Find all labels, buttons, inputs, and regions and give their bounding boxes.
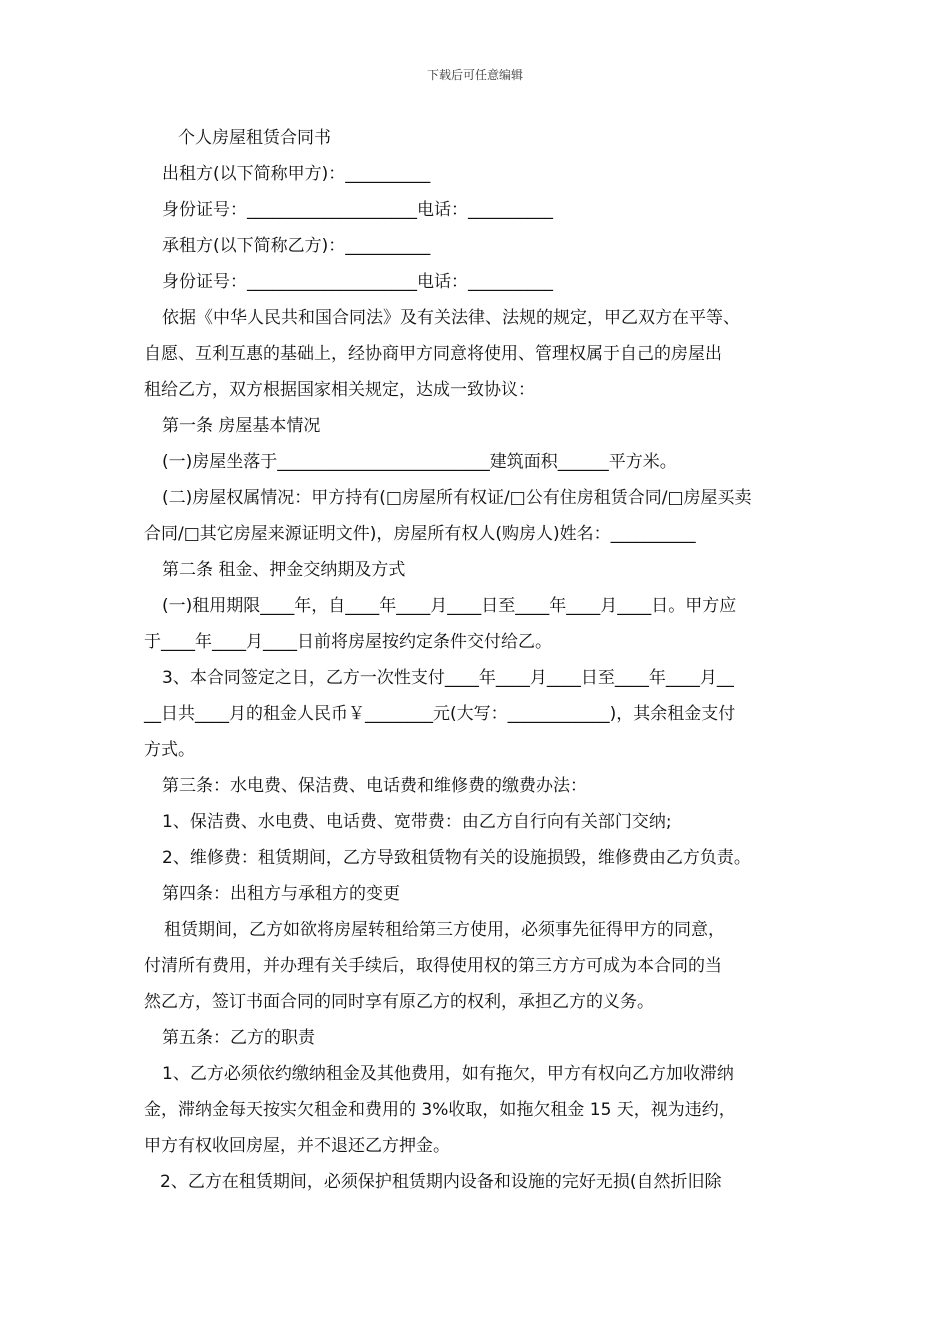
article-2-heading: 第二条 租金、押金交纳期及方式 bbox=[162, 560, 406, 580]
article-3-item-1: 1、保洁费、水电费、电话费、宽带费：由乙方自行向有关部门交纳; bbox=[162, 812, 672, 832]
article-1-item-2: (二)房屋权属情况：甲方持有(□房屋所有权证/□公有住房租赁合同/□房屋买卖 bbox=[162, 488, 752, 508]
article-4-para-line-3: 然乙方，签订书面合同的同时享有原乙方的权利，承担乙方的义务。 bbox=[144, 992, 654, 1012]
article-2-item-1: (一)租用期限____年，自____年____月____日至____年____月____日。甲方应 bbox=[162, 596, 737, 616]
lessee-name-line: 承租方(以下简称乙方)：__________ bbox=[162, 236, 431, 256]
preamble-line-2: 自愿、互利互惠的基础上，经协商甲方同意将使用、管理权属于自己的房屋出 bbox=[144, 344, 722, 364]
article-2-item-3-cont: __日共____月的租金人民币￥________元(大写：____________)，其余租金支付 bbox=[144, 704, 736, 724]
article-5-item-2: 2、乙方在租赁期间，必须保护租赁期内设备和设施的完好无损(自然折旧除 bbox=[160, 1172, 722, 1192]
page-header-watermark: 下载后可任意编辑 bbox=[426, 68, 523, 82]
article-3-item-2: 2、维修费：租赁期间，乙方导致租赁物有关的设施损毁，维修费由乙方负责。 bbox=[162, 848, 751, 868]
article-2-item-3: 3、本合同签定之日，乙方一次性支付____年____月____日至____年____月__ bbox=[162, 668, 734, 688]
article-1-heading: 第一条 房屋基本情况 bbox=[162, 416, 321, 436]
article-2-item-3-end: 方式。 bbox=[144, 740, 195, 760]
contract-body bbox=[144, 120, 824, 1200]
lessee-id-phone-line: 身份证号：____________________电话：__________ bbox=[162, 272, 553, 292]
article-4-para-line-1: 租赁期间，乙方如欲将房屋转租给第三方使用，必须事先征得甲方的同意， bbox=[164, 920, 725, 940]
article-5-item-1: 1、乙方必须依约缴纳租金及其他费用，如有拖欠，甲方有权向乙方加收滞纳 bbox=[162, 1064, 734, 1084]
article-4-heading: 第四条：出租方与承租方的变更 bbox=[162, 884, 400, 904]
article-3-heading: 第三条：水电费、保洁费、电话费和维修费的缴费办法： bbox=[162, 776, 587, 796]
article-5-heading: 第五条：乙方的职责 bbox=[162, 1028, 315, 1048]
article-1-item-2-cont: 合同/□其它房屋来源证明文件)，房屋所有权人(购房人)姓名：__________ bbox=[144, 524, 696, 544]
article-2-item-1-cont: 于____年____月____日前将房屋按约定条件交付给乙。 bbox=[144, 632, 552, 652]
article-5-item-1-end: 甲方有权收回房屋，并不退还乙方押金。 bbox=[144, 1136, 450, 1156]
preamble-line-3: 租给乙方，双方根据国家相关规定，达成一致协议： bbox=[144, 380, 535, 400]
article-1-item-1: (一)房屋坐落于_________________________建筑面积______平方米。 bbox=[162, 452, 677, 472]
preamble-line-1: 依据《中华人民共和国合同法》及有关法律、法规的规定，甲乙双方在平等、 bbox=[162, 308, 740, 328]
lessor-name-line: 出租方(以下简称甲方)：__________ bbox=[162, 164, 431, 184]
contract-title: 个人房屋租赁合同书 bbox=[178, 128, 331, 148]
article-4-para-line-2: 付清所有费用，并办理有关手续后，取得使用权的第三方方可成为本合同的当 bbox=[144, 956, 722, 976]
lessor-id-phone-line: 身份证号：____________________电话：__________ bbox=[162, 200, 553, 220]
article-5-item-1-cont: 金，滞纳金每天按实欠租金和费用的 3%收取，如拖欠租金 15 天，视为违约， bbox=[144, 1100, 736, 1120]
